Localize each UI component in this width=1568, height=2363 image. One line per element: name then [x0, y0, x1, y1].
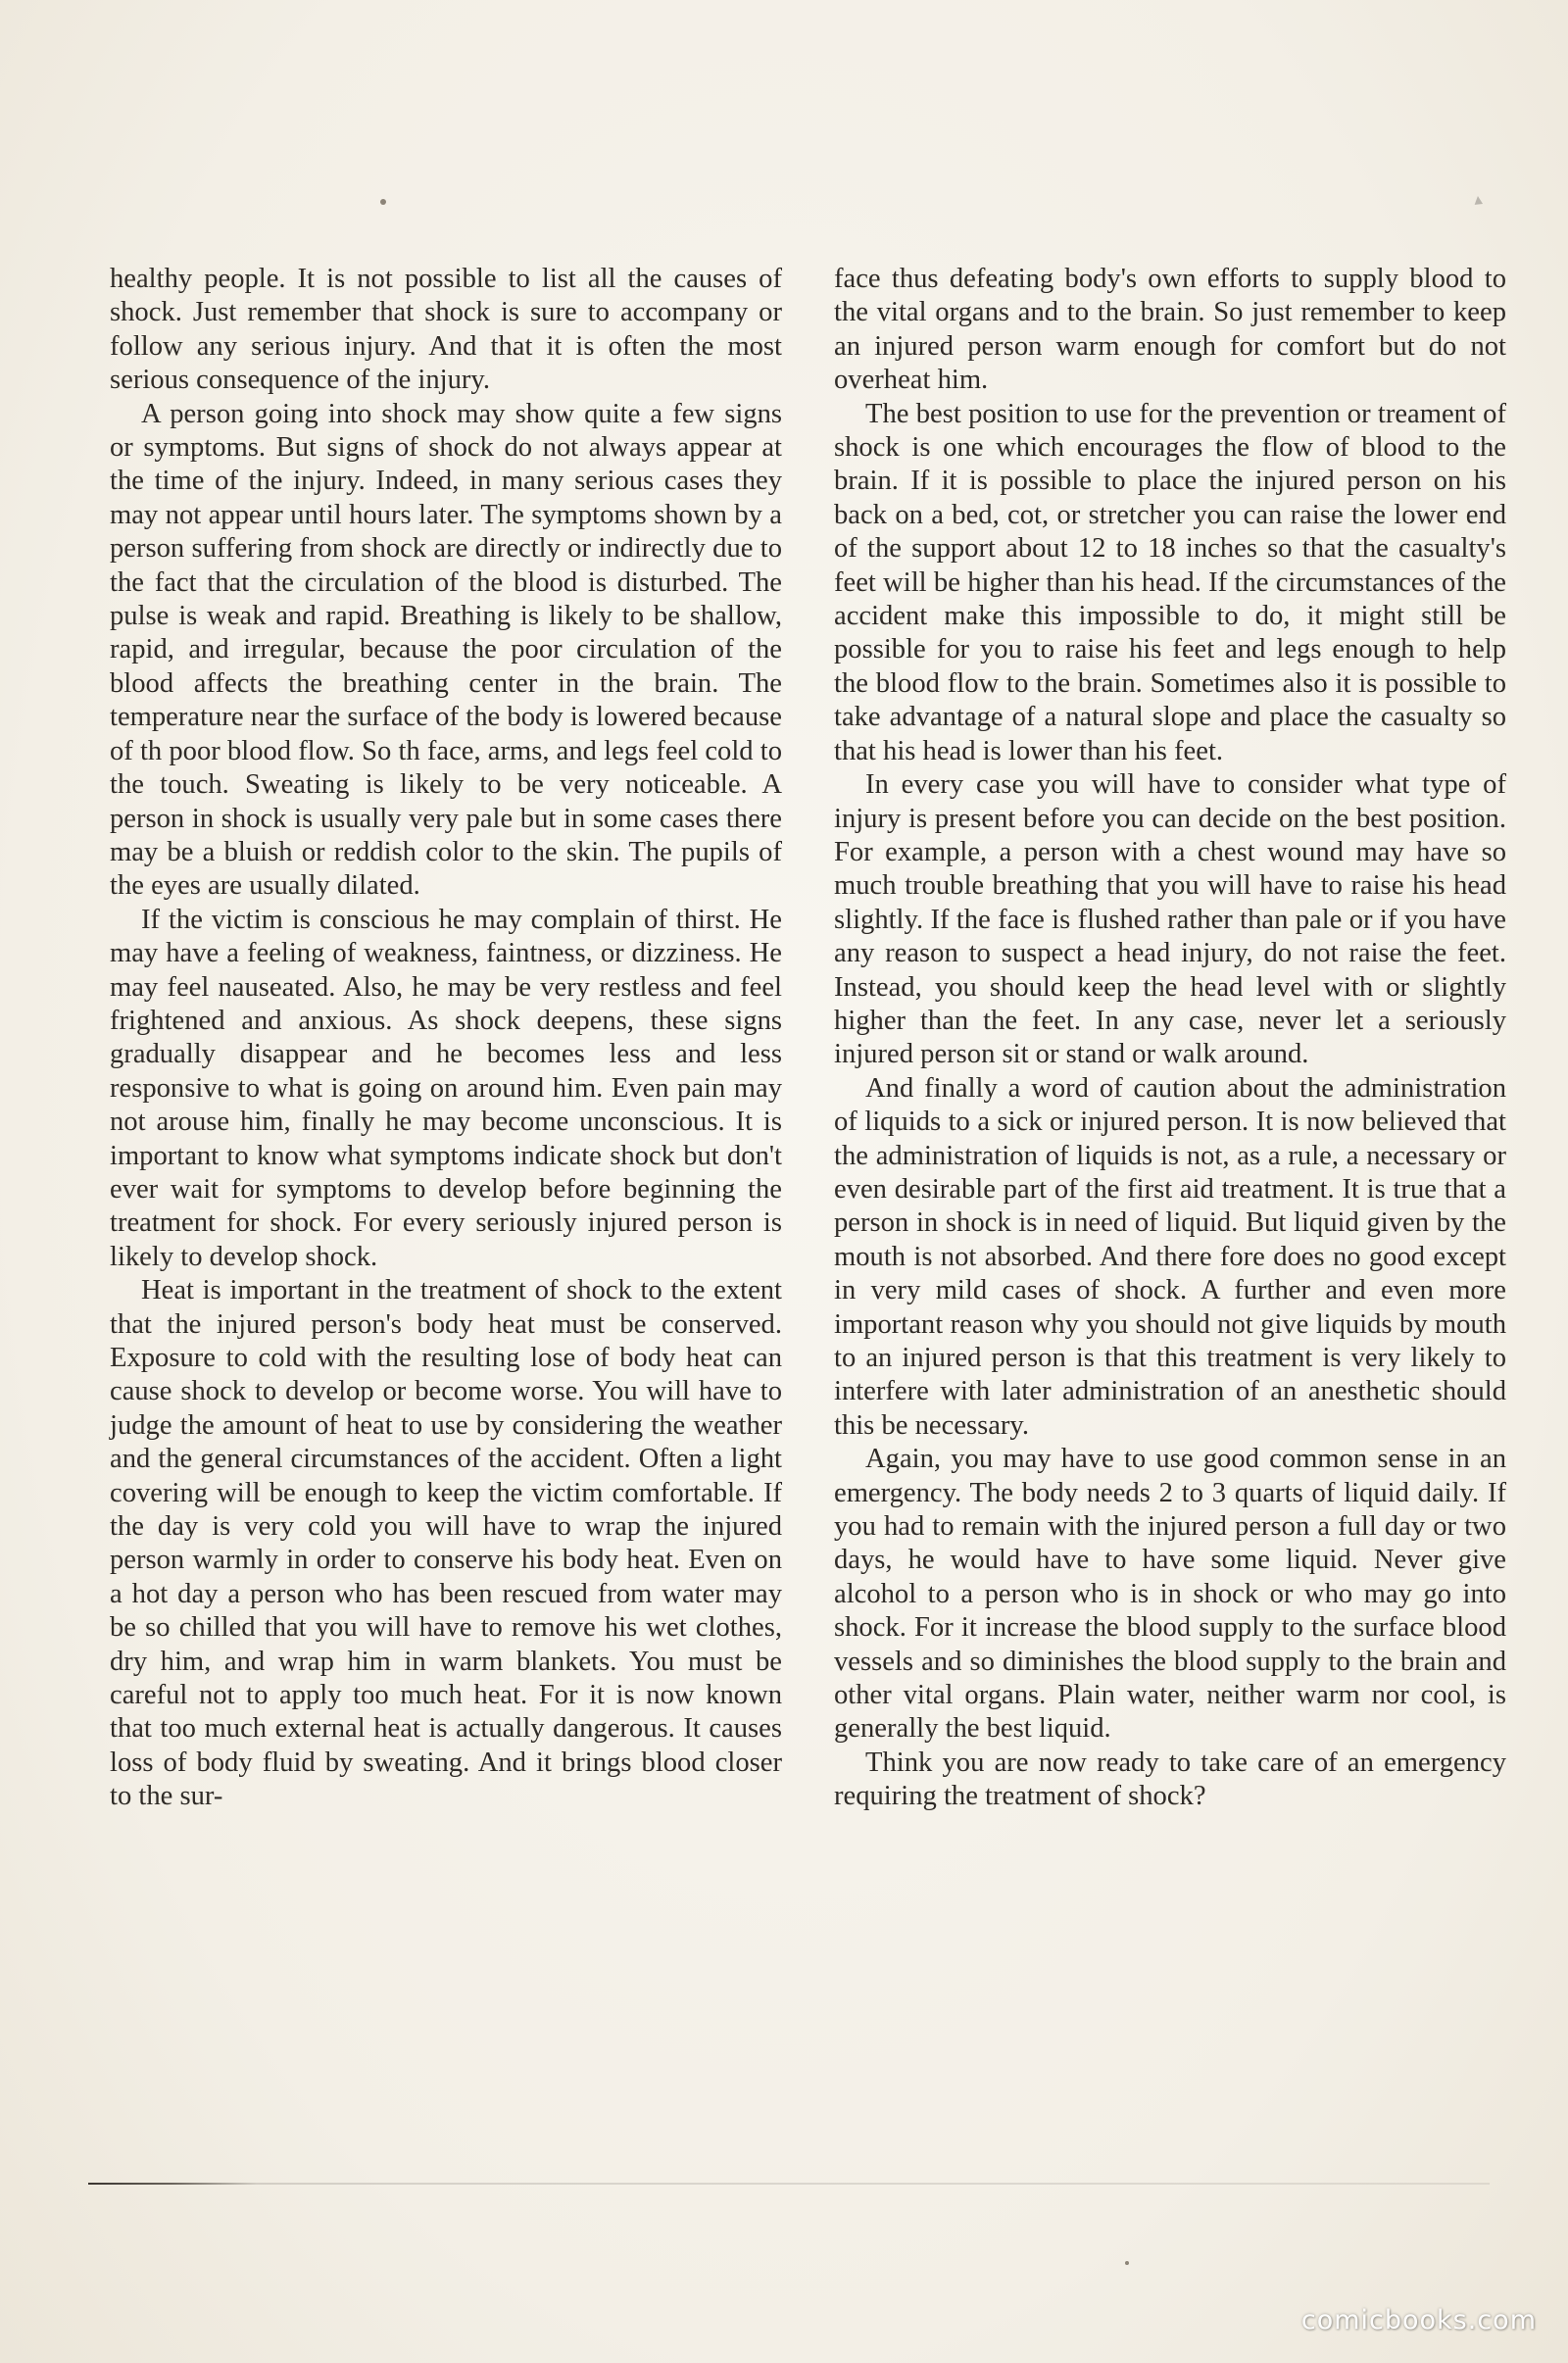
left-column: [110, 263, 782, 1814]
footer-rule: [88, 2183, 1490, 2185]
right-paragraph-2: The best position to use for the prevention or treament of shock is one which encourages the flow of blood to the brain. If it is possible to place the injured person on his back on a bed, cot, or stretcher you can raise the lower end of the support about 12 to 18 inches so that the casualty's feet will be higher than his head. If the circumstances of the accident make this impossible to do, it might still be possible for you to raise his feet and legs enough to help the blood flow to the brain. Sometimes also it is possible to take advantage of a natural slope and place the casualty so that his head is lower than his feet.: [834, 398, 1506, 766]
right-paragraph-6: Think you are now ready to take care of an emergency requiring the treatment of shock?: [834, 1747, 1506, 1812]
pencil-mark: ▲: [1473, 192, 1484, 207]
left-paragraph-4: Heat is important in the treatment of shock to the extent that the injured person's body heat must be conserved. Exposure to cold with the resulting lose of body heat can cause shock to develop or become worse. You will have to judge the amount of heat to use by considering the weather and the general circumstances of the accident. Often a light covering will be enough to keep the victim comfortable. If the day is very cold you will have to wrap the injured person warmly in order to conserve his body heat. Even on a hot day a person who has been rescued from water may be so chilled that you will have to remove his wet clothes, dry him, and wrap him in warm blankets. You must be careful not to apply too much heat. For it is now known that too much external heat is actually dangerous. It causes loss of body fluid by sweating. And it brings blood closer to the sur-: [110, 1275, 782, 1812]
right-paragraph-5: Again, you may have to use good common sense in an emergency. The body needs 2 to 3 quarts of liquid daily. If you had to remain with the injured person a full day or two days, he would have to have some liquid. Never give alcohol to a person who is in shock or who may go into shock. For it increase the blood supply to the surface blood vessels and so diminishes the blood supply to the brain and other vital organs. Plain water, neither warm nor cool, is generally the best liquid.: [834, 1444, 1506, 1745]
ink-speck: [380, 199, 386, 205]
right-paragraph-1: face thus defeating body's own efforts to supply blood to the vital organs and to the brain. So just remember to keep an injured person warm enough for comfort but do not overheat him.: [834, 264, 1506, 396]
left-paragraph-2: A person going into shock may show quite a few signs or symptoms. But signs of shock do not always appear at the time of the injury. Indeed, in many serious cases they may not appear until hours later. The symptoms shown by a person suffering from shock are directly or indirectly due to the fact that the circulation of the blood is disturbed. The pulse is weak and rapid. Breathing is likely to be shallow, rapid, and irregular, because the poor circulation of the blood affects the breathing center in the brain. The temperature near the surface of the body is lowered because of th poor blood flow. So th face, arms, and legs feel cold to the touch. Sweating is likely to be very noticeable. A person in shock is usually very pale but in some cases there may be a bluish or reddish color to the skin. The pupils of the eyes are usually dilated.: [110, 398, 782, 902]
right-paragraph-3: In every case you will have to consider what type of injury is present before you can decide on the best position. For example, a person with a chest wound may have so much trouble breathing that you will have to raise his head slightly. If the face is flushed rather than pale or if you have any reason to suspect a head injury, do not raise the feet. Instead, you should keep the head level with or slightly higher than the feet. In any case, never let a seriously injured person sit or stand or walk around.: [834, 769, 1506, 1070]
left-paragraph-1: healthy people. It is not possible to list all the causes of shock. Just remember that shock is sure to accompany or follow any serious injury. And that it is often the most serious consequence of the injury.: [110, 264, 782, 396]
watermark: comicbooks.com: [1300, 2305, 1537, 2336]
ink-speck: [1125, 2261, 1129, 2265]
right-column: [834, 263, 1506, 1814]
left-paragraph-3: If the victim is conscious he may complain of thirst. He may have a feeling of weakness, faintness, or dizziness. He may feel nauseated. Also, he may be very restless and feel frightened and anxious. As shock deepens, these signs gradually disappear and he becomes less and less responsive to what is going on around him. Even pain may not arouse him, finally he may become unconscious. It is important to know what symptoms indicate shock but don't ever wait for symptoms to develop before beginning the treatment for shock. For every seriously injured person is likely to develop shock.: [110, 904, 782, 1272]
right-paragraph-4: And finally a word of caution about the administration of liquids to a sick or injured person. It is now believed that the administration of liquids is not, as a rule, a necessary or even desirable part of the first aid treatment. It is true that a person in shock is in need of liquid. But liquid given by the mouth is not absorbed. And there fore does no good except in very mild cases of shock. A further and even more important reason why you should not give liquids by mouth to an injured person is that this treatment is very likely to interfere with later administration of an anesthetic should this be necessary.: [834, 1072, 1506, 1441]
